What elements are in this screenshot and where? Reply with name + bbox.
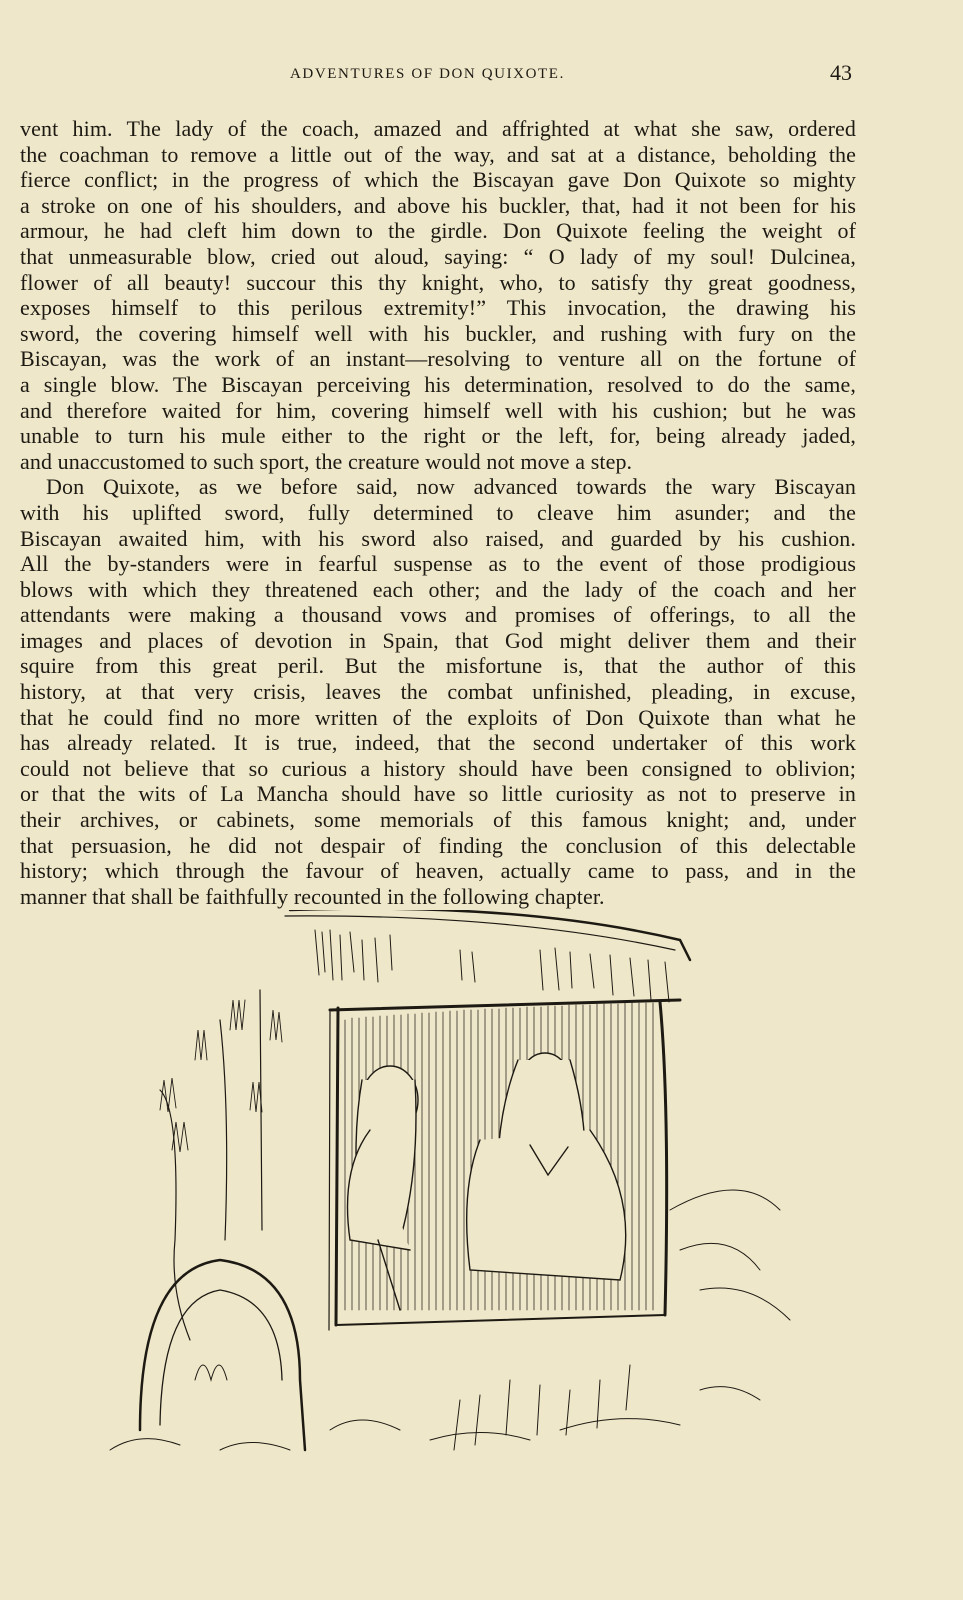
text-line: fierce conflict; in the progress of which the Biscayan gave Don Quixote so mighty — [20, 167, 856, 193]
text-line: vent him. The lady of the coach, amazed and affrighted at what she saw, ordered — [20, 116, 856, 141]
text-line: flower of all beauty! succour this thy knight, who, to satisfy thy great goodness, — [20, 269, 856, 295]
page-number: 43 — [830, 60, 852, 85]
text-line: Biscayan, was the work of an instant—resolving to venture all on the fortune of — [20, 346, 856, 372]
text-line: a stroke on one of his shoulders, and above his buckler, that, had it not been for his — [20, 192, 856, 218]
illustration-engraving — [100, 910, 860, 1500]
text-line: or that the wits of La Mancha should have so little curiosity as not to preserve in — [20, 781, 856, 807]
text-line: exposes himself to this perilous extremity!” This invocation, the drawing his — [20, 295, 856, 321]
text-line: could not believe that so curious a history should have been consigned to oblivion; — [20, 755, 856, 781]
text-line: armour, he had cleft him down to the girdle. Don Quixote feeling the weight of — [20, 218, 856, 244]
text-line: that unmeasurable blow, cried out aloud, saying: “ O lady of my soul! Dulcinea, — [20, 243, 856, 269]
text-line: Biscayan awaited him, with his sword also raised, and guarded by his cushion. — [20, 525, 856, 551]
text-line: manner that shall be faithfully recounted in the following chapter. — [20, 883, 605, 909]
text-line: a single blow. The Biscayan perceiving his determination, resolved to do the same, — [20, 371, 856, 397]
text-line: the coachman to remove a little out of the way, and sat at a distance, beholding the — [20, 141, 856, 167]
text-line: blows with which they threatened each other; and the lady of the coach and her — [20, 576, 856, 602]
running-head — [0, 60, 963, 90]
text-line: sword, the covering himself well with his buckler, and rushing with fury on the — [20, 320, 856, 346]
coach-ladies-icon — [100, 910, 860, 1500]
text-line: Don Quixote, as we before said, now advanced towards the wary Biscayan — [46, 474, 856, 500]
text-line: images and places of devotion in Spain, that God might deliver them and their — [20, 627, 856, 653]
text-line: and unaccustomed to such sport, the creature would not move a step. — [20, 448, 633, 474]
text-line: attendants were making a thousand vows and promises of offerings, to all the — [20, 602, 856, 628]
text-line: squire from this great peril. But the misfortune is, that the author of this — [20, 653, 856, 679]
running-title: ADVENTURES OF DON QUIXOTE. — [290, 66, 565, 82]
text-line: that persuasion, he did not despair of finding the conclusion of this delectable — [20, 832, 856, 858]
text-line: unable to turn his mule either to the right or the left, for, being already jaded, — [20, 423, 856, 449]
text-line: has already related. It is true, indeed, that the second undertaker of this work — [20, 730, 856, 756]
text-line: and therefore waited for him, covering himself well with his cushion; but he was — [20, 397, 856, 423]
body-text — [20, 116, 856, 909]
text-line: their archives, or cabinets, some memorials of this famous knight; and, under — [20, 807, 856, 833]
text-line: that he could find no more written of the exploits of Don Quixote than what he — [20, 704, 856, 730]
text-line: All the by-standers were in fearful suspense as to the event of those prodigious — [20, 551, 856, 577]
text-line: with his uplifted sword, fully determined to cleave him asunder; and the — [20, 499, 856, 525]
text-line: history; which through the favour of heaven, actually came to pass, and in the — [20, 858, 856, 884]
text-line: history, at that very crisis, leaves the combat unfinished, pleading, in excuse, — [20, 679, 856, 705]
